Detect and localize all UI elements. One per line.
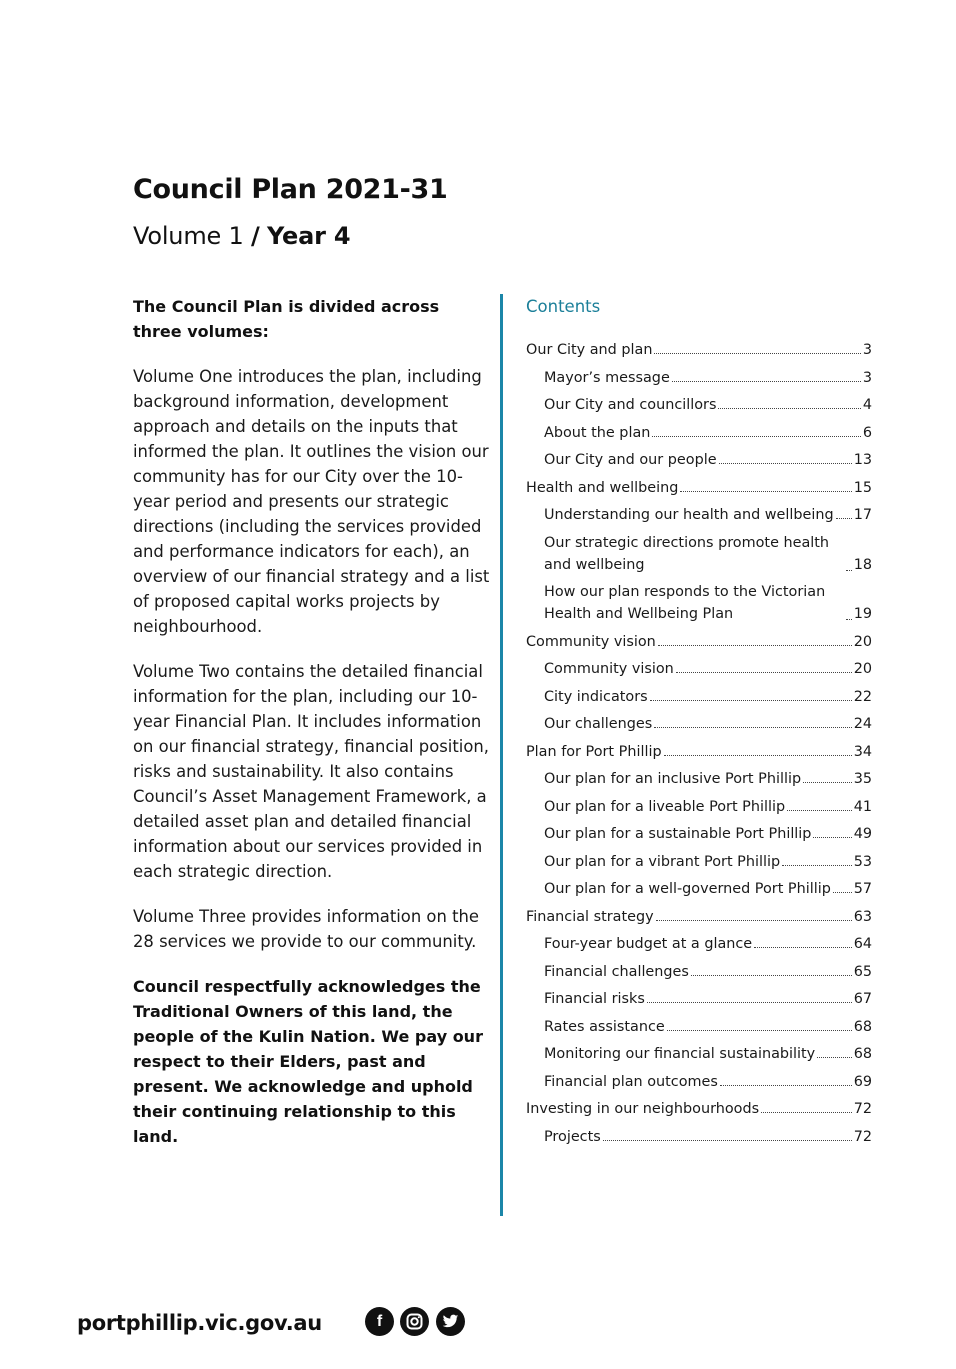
table-of-contents [526,296,872,1153]
toc-leader-dots [720,1085,852,1086]
toc-entry-label: Financial risks [544,991,645,1007]
toc-leader-dots [676,672,852,673]
toc-entry-page: 35 [853,771,872,787]
toc-entry-page: 20 [853,633,872,650]
toc-entry-label: Plan for Port Phillip [526,743,662,760]
toc-entry-label: Our challenges [544,716,653,732]
toc-leader-dots [658,645,852,646]
toc-leader-dots [664,755,852,756]
toc-entry-label: Our plan for a well-governed Port Phillip [544,881,831,897]
toc-entry[interactable] [526,367,872,389]
toc-leader-dots [650,700,852,701]
toc-entry[interactable] [526,394,872,416]
toc-entry-label: About the plan [544,424,651,441]
toc-entry-page: 22 [853,688,872,705]
page-title: Council Plan 2021-31 [133,174,448,205]
volume-three-text: Volume Three provides information on the 28 services we provide to our community. [133,907,479,951]
toc-leader-dots [836,518,852,519]
toc-entry-page: 19 [853,606,872,622]
instagram-icon[interactable] [400,1307,429,1336]
toc-entry-label: Community vision [544,661,674,677]
toc-entry-label: Health and wellbeing [526,479,679,496]
toc-entry[interactable] [526,686,872,708]
toc-entry-page: 18 [853,556,872,573]
toc-leader-dots [846,619,852,620]
toc-leader-dots [656,920,852,921]
toc-entry[interactable] [526,422,872,444]
toc-entry-page: 3 [862,369,872,386]
toc-entry-page: 65 [853,963,872,980]
toc-entry[interactable] [526,631,872,653]
toc-entry-page: 3 [862,342,872,358]
contents-heading: Contents [526,297,601,316]
toc-entry-page: 20 [853,661,872,677]
toc-leader-dots [813,837,851,838]
toc-entry-page: 68 [853,1046,872,1062]
toc-entry[interactable] [526,658,872,680]
page-subtitle [133,222,350,250]
toc-leader-dots [680,491,851,492]
volume-two-text: Volume Two contains the detailed financial information for the plan, including our 10-year Financial Plan. It includes information on our financial strategy, financial position, risks and sustainability. It also contains Council’s Asset Management Framework, a detailed asset plan and detailed financial information about our services provided in each strategic direction. [133,662,489,881]
toc-leader-dots [787,810,852,811]
toc-entry-label: How our plan responds to the Victorian Health and Wellbeing Plan [544,584,826,622]
toc-entry-page: 24 [853,716,872,732]
toc-leader-dots [654,727,851,728]
toc-leader-dots [654,353,860,354]
toc-entry[interactable] [526,823,872,845]
toc-entry-page: 41 [853,798,872,815]
toc-leader-dots [718,408,860,409]
toc-entry[interactable] [526,961,872,983]
toc-entry[interactable] [526,449,872,471]
toc-entry-page: 13 [853,452,872,468]
toc-leader-dots [667,1030,852,1031]
toc-entry[interactable] [526,477,872,499]
toc-leader-dots [833,892,852,893]
toc-entry-label: Our City and councillors [544,397,717,413]
toc-entry-label: Monitoring our financial sustainability [544,1046,816,1062]
toc-entry-label: Our plan for a sustainable Port Phillip [544,826,812,842]
toc-entry-label: Our strategic directions promote health and wellbeing [544,534,830,573]
toc-entry-label: Projects [544,1128,601,1145]
toc-entry-page: 67 [853,991,872,1007]
volume-label: Volume 1 [133,222,244,250]
year-label: Year 4 [267,222,351,250]
toc-leader-dots [647,1002,852,1003]
toc-entry-label: Four-year budget at a glance [544,936,753,952]
toc-entry[interactable] [526,1043,872,1065]
toc-entry-label: Financial strategy [526,908,654,925]
toc-entry-page: 69 [853,1073,872,1090]
toc-entry[interactable] [526,741,872,763]
toc-entry-label: Understanding our health and wellbeing [544,507,834,523]
footer-url[interactable]: portphillip.vic.gov.au [77,1311,322,1335]
contents-list [526,339,872,1148]
toc-entry[interactable] [526,933,872,955]
toc-entry-page: 68 [853,1018,872,1035]
toc-entry-page: 72 [853,1101,872,1117]
toc-entry-label: Financial plan outcomes [544,1073,718,1090]
toc-entry-label: Mayor’s message [544,369,670,386]
toc-entry-label: Financial challenges [544,963,689,980]
toc-entry-page: 72 [853,1128,872,1145]
toc-entry[interactable] [526,532,872,576]
toc-entry[interactable] [526,851,872,873]
toc-entry-label: Investing in our neighbourhoods [526,1101,760,1117]
toc-entry-label: Our City and our people [544,452,717,468]
column-divider [500,294,503,1216]
toc-entry-label: Community vision [526,633,656,650]
toc-leader-dots [754,947,852,948]
toc-leader-dots [761,1112,852,1113]
toc-entry-page: 49 [853,826,872,842]
facebook-icon[interactable]: f [365,1307,394,1336]
intro-lead: The Council Plan is divided across three volumes: [133,297,440,341]
toc-leader-dots [672,381,861,382]
toc-entry-page: 34 [853,743,872,760]
toc-leader-dots [603,1140,852,1141]
toc-entry-page: 17 [853,507,872,523]
toc-entry[interactable] [526,1126,872,1148]
volume-one-text: Volume One introduces the plan, including background information, development approach and details on the inputs that informed the plan. It outlines the vision our community has for our City over the 10-year period and presents our strategic directions (including the services provided and performance indicators for each), an overview of our financial strategy and a list of proposed capital works projects by neighbourhood. [133,367,490,636]
toc-entry[interactable] [526,906,872,928]
toc-leader-dots [719,463,852,464]
toc-entry-page: 53 [853,853,872,870]
toc-entry[interactable] [526,1071,872,1093]
acknowledgement-text: Council respectfully acknowledges the Traditional Owners of this land, the people of the Kulin Nation. We pay our respect to their Elders, past and present. We acknowledge and uphold their continuing relationship to this land. [133,977,483,1146]
toc-entry[interactable] [526,796,872,818]
toc-entry[interactable] [526,713,872,735]
toc-entry-label: City indicators [544,688,648,705]
toc-entry-page: 6 [862,424,872,441]
toc-entry[interactable] [526,1098,872,1120]
toc-entry-page: 64 [853,936,872,952]
toc-entry[interactable] [526,1016,872,1038]
toc-entry-page: 63 [853,908,872,925]
toc-entry-label: Rates assistance [544,1018,665,1035]
toc-entry[interactable] [526,581,872,625]
toc-leader-dots [817,1057,852,1058]
toc-leader-dots [652,436,860,437]
toc-entry-label: Our plan for an inclusive Port Phillip [544,771,802,787]
toc-entry[interactable] [526,988,872,1010]
toc-leader-dots [803,782,852,783]
twitter-icon[interactable] [436,1307,465,1336]
toc-leader-dots [846,570,852,571]
toc-entry-label: Our plan for a vibrant Port Phillip [544,853,781,870]
toc-leader-dots [691,975,852,976]
toc-entry[interactable] [526,339,872,361]
toc-entry[interactable] [526,768,872,790]
toc-entry-label: Our City and plan [526,342,653,358]
toc-entry-page: 4 [862,397,872,413]
toc-entry-page: 15 [853,479,872,496]
subtitle-separator: / [251,222,260,250]
intro-column [133,294,493,1169]
toc-entry-page: 57 [853,881,872,897]
toc-entry[interactable] [526,504,872,526]
toc-entry[interactable] [526,878,872,900]
toc-entry-label: Our plan for a liveable Port Phillip [544,798,786,815]
toc-leader-dots [782,865,852,866]
